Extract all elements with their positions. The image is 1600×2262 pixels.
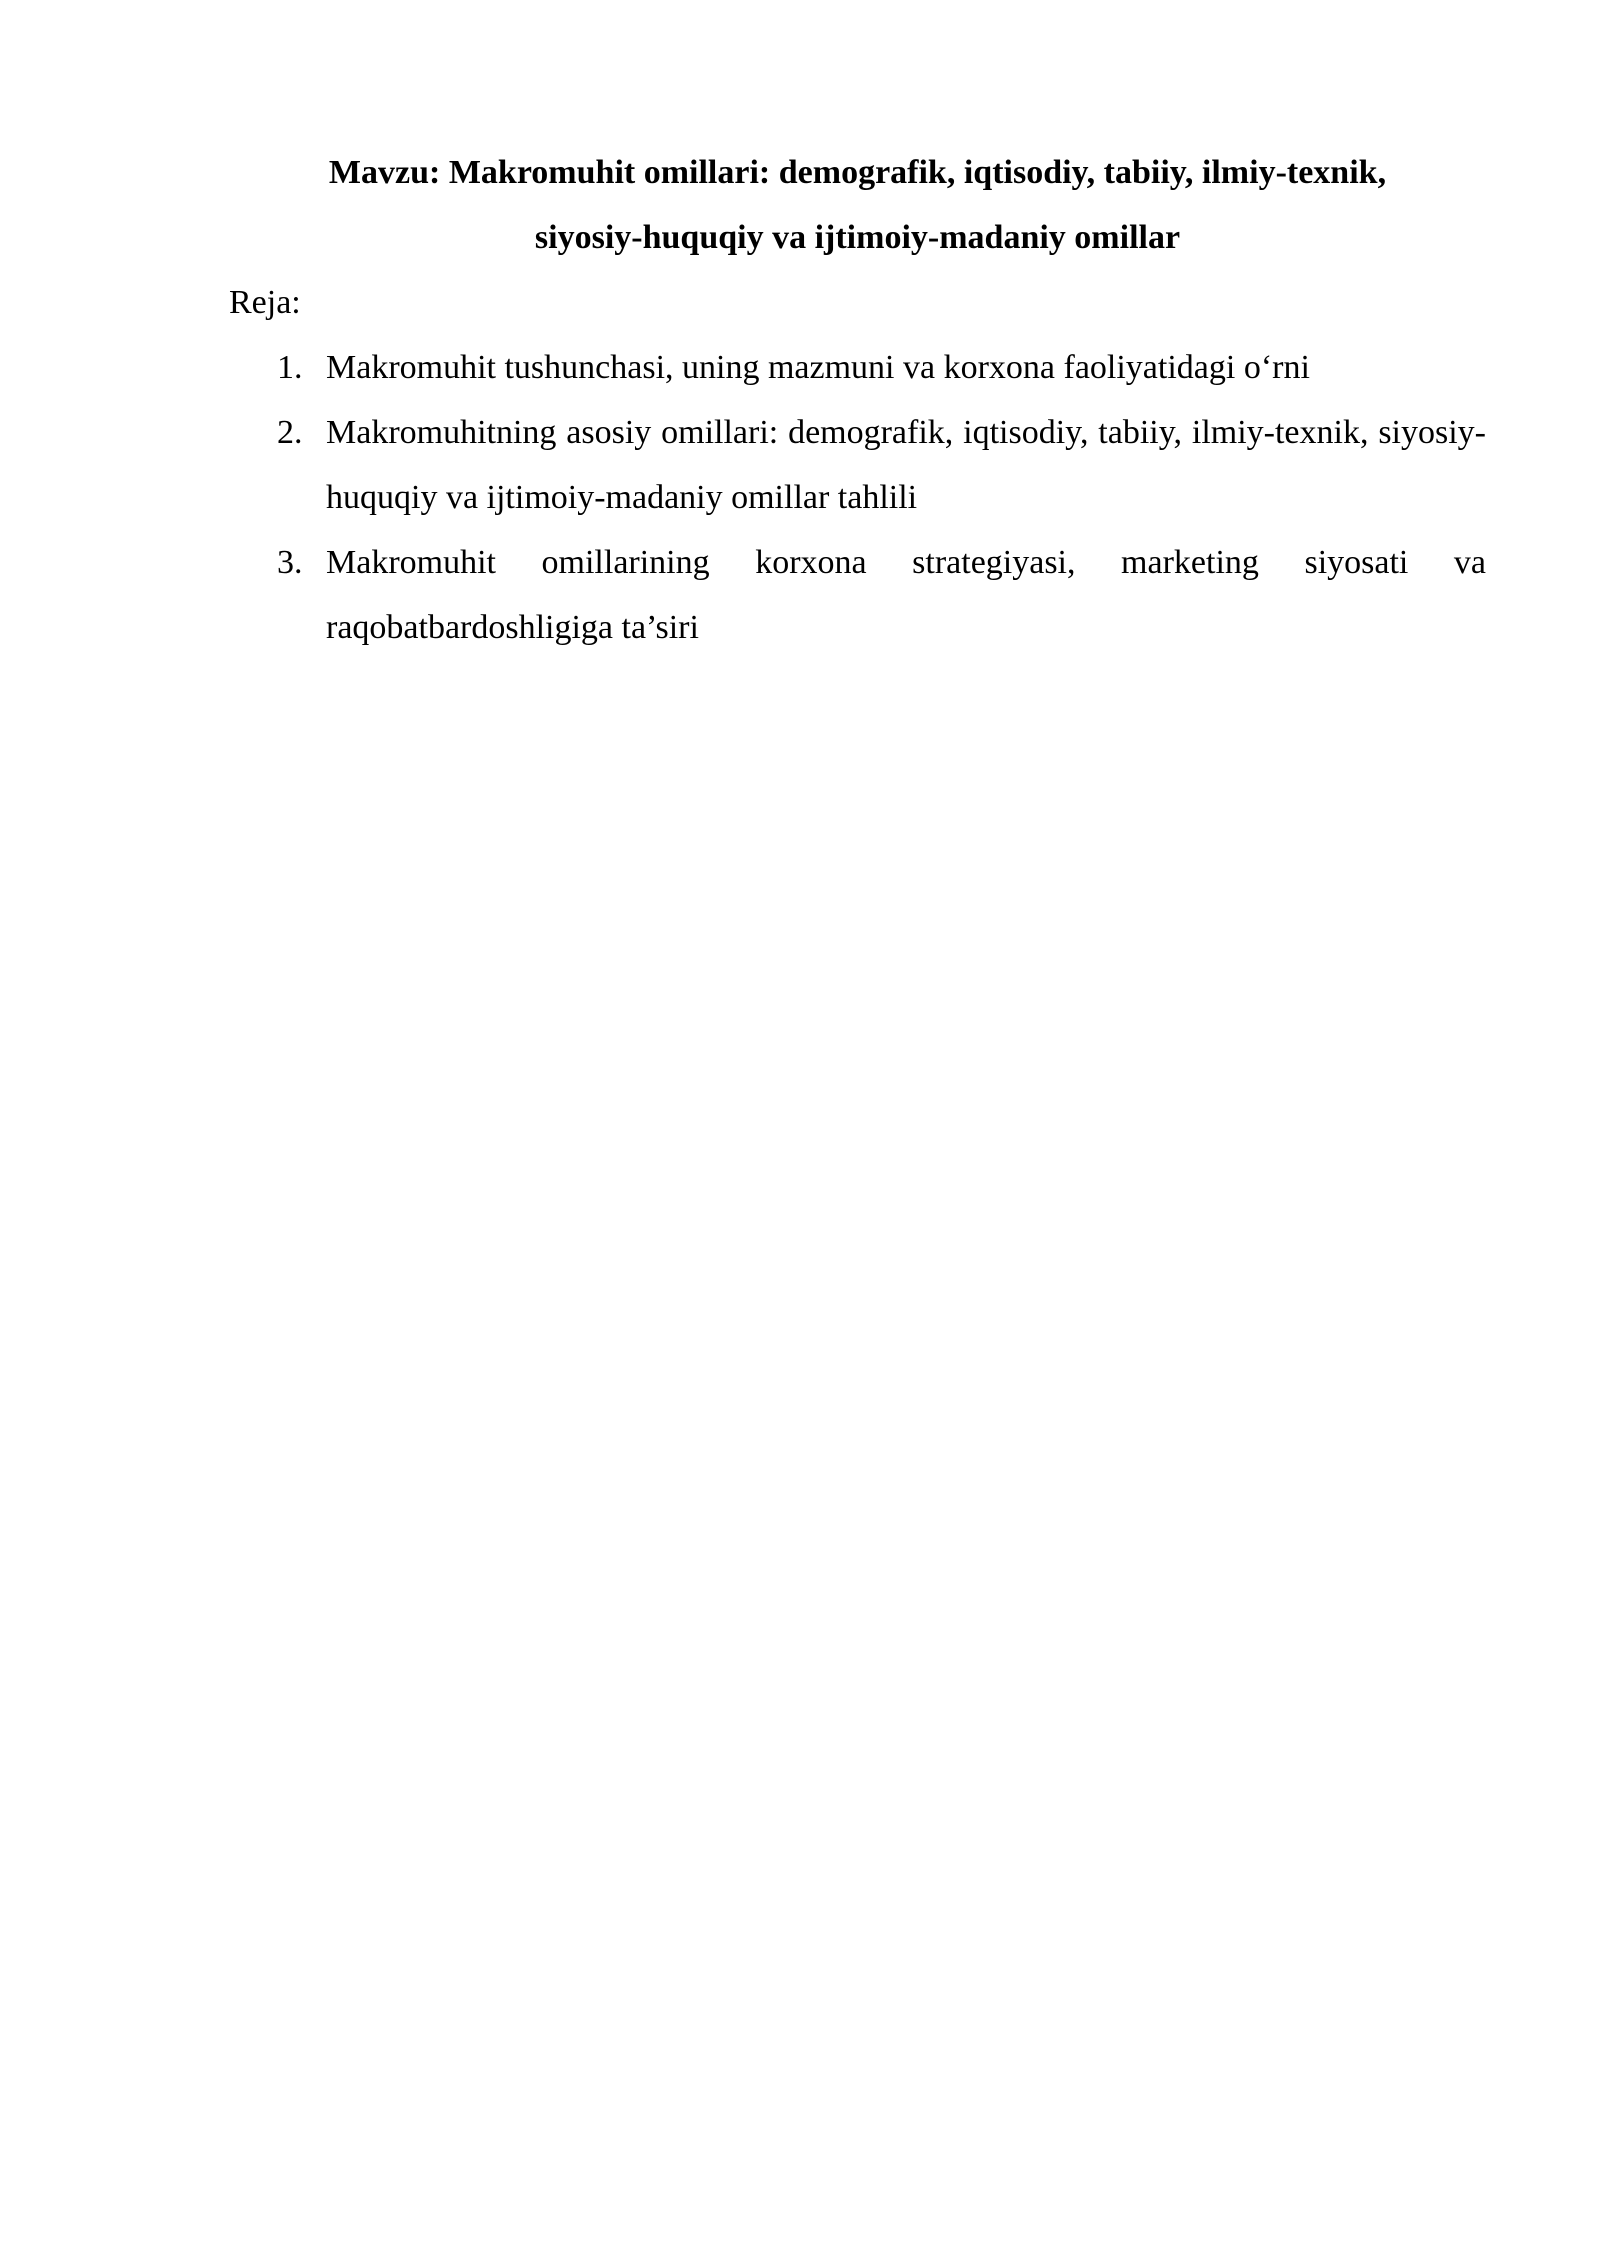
list-item xyxy=(229,530,1486,660)
plan-label: Reja: xyxy=(229,284,301,321)
page-title xyxy=(229,140,1486,270)
list-item-number: 2. xyxy=(277,414,303,451)
list-item-number: 1. xyxy=(277,349,303,386)
list-item xyxy=(229,400,1486,530)
title-line-2: siyosiy-huquqiy va ijtimoiy-madaniy omillar xyxy=(534,219,1181,256)
list-item-number: 3. xyxy=(277,544,303,581)
plan-list xyxy=(229,335,1486,660)
title-line-1: Mavzu: Makromuhit omillari: demografik, iqtisodiy, tabiiy, ilmiy-texnik, xyxy=(328,154,1387,191)
document-body xyxy=(229,140,1486,660)
list-item xyxy=(229,335,1486,400)
list-item-text: Makromuhit tushunchasi, uning mazmuni va korxona faoliyatidagi o‘rni xyxy=(326,349,1310,386)
list-item-text: Makromuhit omillarining korxona strategiyasi, marketing siyosati va raqobatbardoshligiga ta’siri xyxy=(326,544,1486,646)
list-item-text: Makromuhitning asosiy omillari: demografik, iqtisodiy, tabiiy, ilmiy-texnik, siyosiy-huquqiy va ijtimoiy-madaniy omillar tahlili xyxy=(326,414,1486,516)
